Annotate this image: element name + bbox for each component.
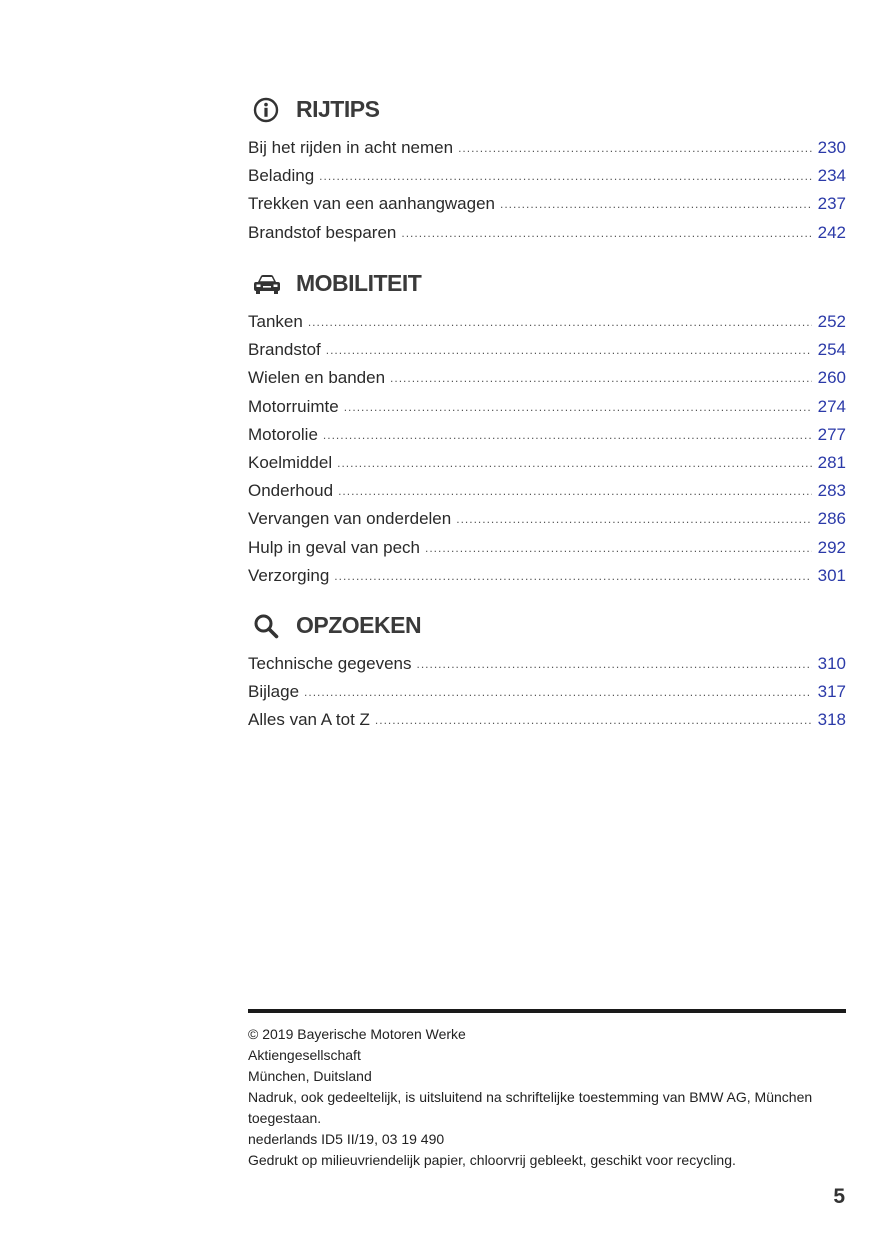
toc-entry-page-link[interactable]: 283 — [817, 481, 846, 501]
toc-entry-label: Trekken van een aanhangwagen — [248, 194, 495, 214]
leader-dots — [425, 534, 812, 562]
toc-entry-page-link[interactable]: 317 — [817, 682, 846, 702]
toc-entry-label: Technische gegevens — [248, 654, 412, 673]
leader-dots — [401, 219, 812, 247]
section-title: MOBILITEIT — [296, 270, 422, 296]
toc-entry-label: Bijlage — [248, 682, 300, 702]
leader-dots — [456, 505, 812, 533]
toc-entry-label: Brandstof — [248, 340, 321, 360]
toc-entry-label: Brandstof besparen — [248, 222, 397, 242]
car-icon — [252, 270, 280, 298]
toc-list — [248, 650, 846, 735]
toc-entry[interactable] — [248, 562, 846, 590]
leader-dots — [390, 364, 812, 392]
toc-entry-label: Motorruimte — [248, 396, 339, 416]
imprint-line: Gedrukt op milieuvriendelijk papier, chloorvrij gebleekt, geschikt voor recycling. — [248, 1152, 736, 1168]
toc-entry-page-link[interactable]: 252 — [817, 312, 846, 331]
section-header — [248, 268, 846, 300]
leader-dots — [319, 162, 812, 190]
toc-list — [248, 308, 846, 590]
toc-entry-label: Hulp in geval van pech — [248, 537, 421, 557]
toc-entry[interactable] — [248, 678, 846, 706]
toc-entry-page-link[interactable]: 260 — [817, 368, 846, 388]
toc-entry[interactable] — [248, 393, 846, 421]
imprint-line: München, Duitsland — [248, 1068, 372, 1084]
toc-entry-label: Verzorging — [248, 565, 330, 585]
toc-section-rijtips — [248, 94, 846, 247]
toc-entry[interactable] — [248, 534, 846, 562]
imprint — [248, 1024, 846, 1171]
search-icon — [252, 612, 280, 640]
imprint-line: © 2019 Bayerische Motoren Werke — [248, 1026, 466, 1042]
toc-entry[interactable] — [248, 190, 846, 218]
toc-entry-page-link[interactable]: 286 — [817, 509, 846, 529]
toc-entry-page-link[interactable]: 277 — [817, 424, 846, 444]
toc-entry-page-link[interactable]: 301 — [817, 565, 846, 585]
toc-entry-page-link[interactable]: 292 — [817, 537, 846, 557]
leader-dots — [308, 308, 812, 336]
toc-entry-page-link[interactable]: 234 — [817, 166, 846, 186]
section-header — [248, 94, 846, 126]
section-header — [248, 610, 846, 642]
toc-section-mobiliteit — [248, 268, 846, 590]
page-number: 5 — [833, 1185, 845, 1208]
toc-entry-label: Tanken — [248, 312, 303, 331]
leader-dots — [334, 562, 812, 590]
section-title: OPZOEKEN — [296, 612, 422, 638]
toc-entry[interactable] — [248, 505, 846, 533]
toc-entry[interactable] — [248, 364, 846, 392]
toc-entry-label: Alles van A tot Z — [248, 710, 370, 730]
toc-entry[interactable] — [248, 308, 846, 336]
toc-entry[interactable] — [248, 650, 846, 678]
toc-entry[interactable] — [248, 477, 846, 505]
toc-entry-page-link[interactable]: 237 — [817, 194, 846, 214]
leader-dots — [338, 477, 812, 505]
leader-dots — [304, 678, 812, 706]
section-title: RIJTIPS — [296, 96, 380, 122]
leader-dots — [458, 134, 812, 162]
toc-entry[interactable] — [248, 162, 846, 190]
toc-entry-page-link[interactable]: 254 — [817, 340, 846, 360]
toc-entry-label: Bij het rijden in acht nemen — [248, 138, 454, 157]
leader-dots — [417, 650, 812, 678]
info-icon — [252, 96, 280, 124]
leader-dots — [375, 706, 812, 734]
toc-entry-label: Vervangen van onderdelen — [248, 509, 452, 529]
toc-entry-page-link[interactable]: 318 — [817, 710, 846, 730]
toc-entry-label: Wielen en banden — [248, 368, 386, 388]
toc-entry-label: Belading — [248, 166, 315, 186]
toc-entry-page-link[interactable]: 274 — [817, 396, 846, 416]
toc-entry-label: Onderhoud — [248, 481, 334, 501]
leader-dots — [326, 336, 812, 364]
toc-entry-page-link[interactable]: 281 — [817, 452, 846, 472]
leader-dots — [337, 449, 812, 477]
toc-entry[interactable] — [248, 219, 846, 247]
toc-entry-page-link[interactable]: 310 — [817, 654, 846, 673]
toc-entry[interactable] — [248, 706, 846, 734]
toc-entry[interactable] — [248, 134, 846, 162]
toc-section-opzoeken — [248, 610, 846, 735]
leader-dots — [323, 421, 812, 449]
leader-dots — [500, 190, 812, 218]
toc-entry[interactable] — [248, 421, 846, 449]
toc-entry[interactable] — [248, 336, 846, 364]
toc-entry-label: Koelmiddel — [248, 452, 333, 472]
toc-list — [248, 134, 846, 247]
toc-entry-page-link[interactable]: 230 — [817, 138, 846, 157]
imprint-line: nederlands ID5 II/19, 03 19 490 — [248, 1131, 445, 1147]
toc-entry-page-link[interactable]: 242 — [817, 222, 846, 242]
leader-dots — [344, 393, 812, 421]
imprint-line: Aktiengesellschaft — [248, 1047, 361, 1063]
toc-entry-label: Motorolie — [248, 424, 318, 444]
imprint-line: Nadruk, ook gedeeltelijk, is uitsluitend na schriftelijke toestemming van BMW AG, München toegestaan. — [248, 1089, 813, 1126]
toc-entry[interactable] — [248, 449, 846, 477]
footer-divider — [248, 1009, 846, 1013]
